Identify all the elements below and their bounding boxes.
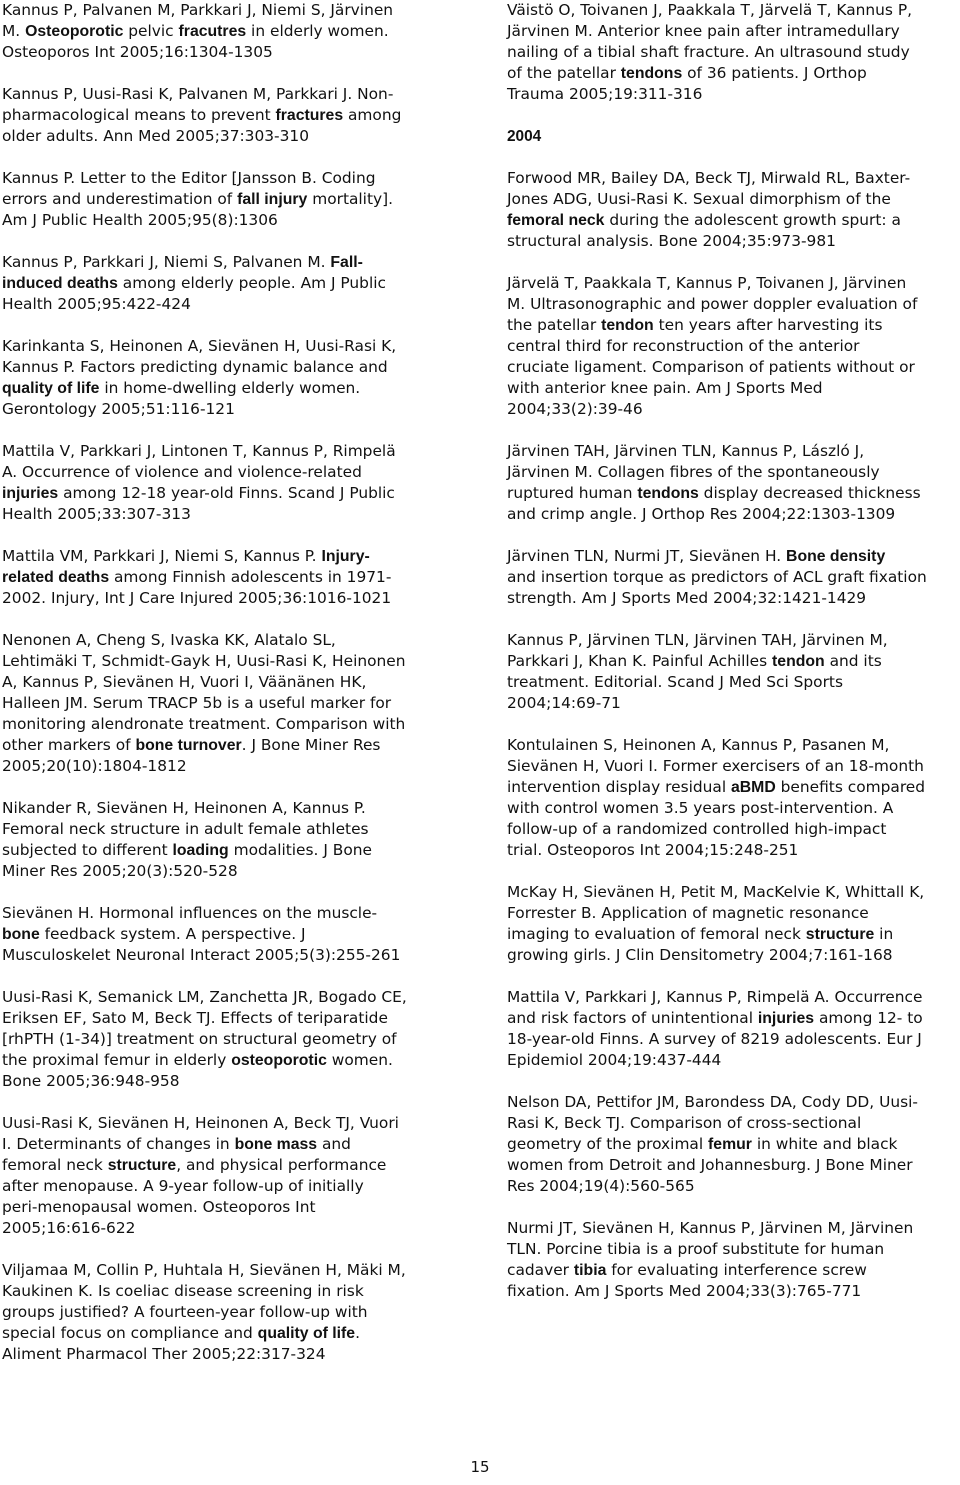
reference-text: Mattila V, Parkkari J, Lintonen T, Kannus P, Rimpelä A. Occurrence of violence and violence-related	[2, 442, 396, 481]
reference-text: McKay H, Sievänen H, Petit M, MacKelvie K, Whittall K, Forrester B. Application of magnetic resonance imaging to evaluation of femoral neck	[507, 883, 925, 943]
keyword-highlight: tendons	[620, 65, 683, 82]
reference-text: Nikander R, Sievänen H, Heinonen A, Kannus P. Femoral neck structure in adult female athletes subjected to different	[2, 799, 369, 859]
keyword-highlight: injuries	[2, 485, 59, 502]
reference-text: Karinkanta S, Heinonen A, Sievänen H, Uusi-Rasi K, Kannus P. Factors predicting dynamic balance and	[2, 337, 397, 376]
reference-text: and insertion torque as predictors of ACL graft fixation strength. Am J Sports Med 2004;32:1421-1429	[507, 568, 927, 607]
reference-text: Sievänen H. Hormonal influences on the muscle-	[2, 904, 378, 922]
reference-entry	[507, 882, 957, 966]
reference-text: among elderly people. Am J Public Health 2005;95:422-424	[2, 274, 386, 313]
reference-entry	[2, 798, 442, 882]
reference-text: ten years after harvesting its central third for reconstruction of the anterior cruciate ligament. Comparison of patients without or with anterior knee pain. Am J Sports Med 2004;33(2):39-46	[507, 316, 915, 418]
keyword-highlight: Fall- induced deaths	[2, 254, 363, 292]
reference-entry	[507, 546, 957, 609]
reference-text: women. Bone 2005;36:948-958	[2, 1051, 393, 1090]
reference-entry	[507, 441, 957, 525]
reference-text: Viljamaa M, Collin P, Huhtala H, Sievänen H, Mäki M, Kaukinen K. Is coeliac disease screening in risk groups justified? A fourteen-year follow-up with special focus on compliance and	[2, 1261, 406, 1342]
reference-text: Kannus P, Järvinen TLN, Järvinen TAH, Järvinen M, Parkkari J, Khan K. Painful Achilles	[507, 631, 888, 670]
reference-entry	[507, 0, 957, 105]
reference-text: in growing girls. J Clin Densitometry 2004;7:161-168	[507, 925, 894, 964]
reference-text: in white and black women from Detroit and Johannesburg. J Bone Miner Res 2004;19(4):560-565	[507, 1135, 913, 1195]
reference-entry	[2, 1260, 442, 1365]
reference-entry	[2, 168, 442, 231]
reference-entry	[507, 987, 957, 1071]
reference-text: modalities. J Bone Miner Res 2005;20(3):520-528	[2, 841, 372, 880]
keyword-highlight: Bone density	[786, 548, 886, 565]
reference-entry	[2, 987, 442, 1092]
reference-text: Forwood MR, Bailey DA, Beck TJ, Mirwald RL, Baxter- Jones ADG, Uusi-Rasi K. Sexual dimorphism of the	[507, 169, 911, 208]
reference-text: Järvinen TLN, Nurmi JT, Sievänen H.	[507, 547, 787, 565]
reference-text: Kannus P, Palvanen M, Parkkari J, Niemi S, Järvinen M.	[2, 1, 394, 40]
reference-entry	[507, 273, 957, 420]
right-column-top-refs	[507, 0, 957, 105]
keyword-highlight: tendon	[601, 317, 654, 334]
year-heading-2004: 2004	[507, 128, 542, 145]
reference-text: Kontulainen S, Heinonen A, Kannus P, Pasanen M, Sievänen H, Vuori I. Former exercisers of an 18-month intervention display residual	[507, 736, 924, 796]
right-column-bottom-refs	[507, 168, 957, 1302]
reference-text: among 12-18 year-old Finns. Scand J Public Health 2005;33:307-313	[2, 484, 395, 523]
reference-text: Kannus P, Parkkari J, Niemi S, Palvanen M.	[2, 253, 331, 271]
reference-text: feedback system. A perspective. J Musculoskelet Neuronal Interact 2005;5(3):255-261	[2, 925, 401, 964]
reference-text: Mattila VM, Parkkari J, Niemi S, Kannus P.	[2, 547, 322, 565]
keyword-highlight: tendons	[637, 485, 699, 502]
reference-text: for evaluating interference screw fixation. Am J Sports Med 2004;33(3):765-771	[507, 1261, 867, 1300]
reference-entry	[2, 84, 442, 147]
reference-entry	[507, 735, 957, 861]
keyword-highlight: structure	[805, 926, 875, 943]
reference-entry	[2, 0, 442, 63]
page-number: 15	[470, 1458, 490, 1476]
reference-text: among older adults. Ann Med 2005;37:303-310	[2, 106, 402, 145]
keyword-highlight: bone	[2, 926, 40, 943]
reference-text: Uusi-Rasi K, Sievänen H, Heinonen A, Beck TJ, Vuori I. Determinants of changes in	[2, 1114, 399, 1153]
keyword-highlight: Osteoporotic	[25, 23, 124, 40]
reference-text: pelvic	[123, 22, 179, 40]
keyword-highlight: bone mass	[234, 1136, 318, 1153]
reference-text: among 12- to 18-year-old Finns. A survey of 8219 adolescents. Eur J Epidemiol 2004;19:437-444	[507, 1009, 923, 1069]
reference-text: Uusi-Rasi K, Semanick LM, Zanchetta JR, Bogado CE, Eriksen EF, Sato M, Beck TJ. Effects of teriparatide [rhPTH (1-34)] treatment on structural geometry of the proximal femur in elderly	[2, 988, 407, 1069]
reference-text: Nenonen A, Cheng S, Ivaska KK, Alatalo SL, Lehtimäki T, Schmidt-Gayk H, Uusi-Rasi K, Heinonen A, Kannus P, Sievänen H, Vuori I, Väänänen HK, Halleen JM. Serum TRACP 5b is a useful marker for monitoring alendronate treatment. Comparison with other markers of	[2, 631, 406, 754]
reference-text: and its treatment. Editorial. Scand J Med Sci Sports 2004;14:69-71	[507, 652, 882, 712]
keyword-highlight: fall injury	[237, 191, 308, 208]
reference-text: Kannus P. Letter to the Editor [Jansson B. Coding errors and underestimation of	[2, 169, 376, 208]
reference-text: . Aliment Pharmacol Ther 2005;22:317-324	[2, 1324, 360, 1363]
keyword-highlight: Injury- related deaths	[2, 548, 370, 586]
reference-text: and femoral neck	[2, 1135, 351, 1174]
keyword-highlight: aBMD	[730, 779, 776, 796]
keyword-highlight: osteoporotic	[231, 1052, 327, 1069]
reference-text: benefits compared with control women 3.5 years post-intervention. A follow-up of a randomized controlled high-impact trial. Osteoporos Int 2004;15:248-251	[507, 778, 926, 859]
keyword-highlight: femoral neck	[507, 212, 605, 229]
keyword-highlight: quality of life	[2, 380, 100, 397]
keyword-highlight: loading	[172, 842, 229, 859]
keyword-highlight: injuries	[757, 1010, 815, 1027]
keyword-highlight: fractures	[275, 107, 344, 124]
reference-entry	[2, 336, 442, 420]
reference-entry	[2, 546, 442, 609]
reference-text: among Finnish adolescents in 1971- 2002. Injury, Int J Care Injured 2005;36:1016-1021	[2, 568, 392, 607]
reference-text: display decreased thickness and crimp angle. J Orthop Res 2004;22:1303-1309	[507, 484, 921, 523]
reference-text: Mattila V, Parkkari J, Kannus P, Rimpelä A. Occurrence and risk factors of unintentional	[507, 988, 923, 1027]
keyword-highlight: tendon	[772, 653, 825, 670]
reference-entry	[507, 1218, 957, 1302]
left-column	[2, 0, 442, 1386]
keyword-highlight: structure	[107, 1157, 177, 1174]
reference-entry	[2, 252, 442, 315]
reference-entry	[2, 903, 442, 966]
reference-text: mortality]. Am J Public Health 2005;95(8):1306	[2, 190, 393, 229]
reference-entry	[2, 441, 442, 525]
reference-text: . J Bone Miner Res 2005;20(10):1804-1812	[2, 736, 381, 775]
reference-text: Nelson DA, Pettifor JM, Barondess DA, Cody DD, Uusi- Rasi K, Beck TJ. Comparison of cross-sectional geometry of the proximal	[507, 1093, 918, 1153]
reference-text: Kannus P, Uusi-Rasi K, Palvanen M, Parkkari J. Non- pharmacological means to prevent	[2, 85, 394, 124]
reference-text: Väistö O, Toivanen J, Paakkala T, Järvelä T, Kannus P, Järvinen M. Anterior knee pain after intramedullary nailing of a tibial shaft fracture. An ultrasound study of the patellar	[507, 1, 912, 82]
reference-entry	[507, 630, 957, 714]
reference-text: , and physical performance after menopause. A 9-year follow-up of initially peri-menopausal women. Osteoporos Int 2005;16:616-622	[2, 1156, 387, 1237]
reference-entry	[507, 1092, 957, 1197]
keyword-highlight: tibia	[573, 1262, 607, 1279]
reference-text: during the adolescent growth spurt: a structural analysis. Bone 2004;35:973-981	[507, 211, 901, 250]
keyword-highlight: bone turnover	[135, 737, 242, 754]
keyword-highlight: femur	[708, 1136, 752, 1153]
reference-entry	[507, 168, 957, 252]
keyword-highlight: quality of life	[257, 1325, 356, 1342]
reference-text: of 36 patients. J Orthop Trauma 2005;19:311-316	[507, 64, 867, 103]
reference-entry	[2, 630, 442, 777]
keyword-highlight: fracutres	[178, 23, 247, 40]
reference-text: Järvinen TAH, Järvinen TLN, Kannus P, László J, Järvinen M. Collagen fibres of the spontaneously ruptured human	[507, 442, 880, 502]
reference-text: Järvelä T, Paakkala T, Kannus P, Toivanen J, Järvinen M. Ultrasonographic and power doppler evaluation of the patellar	[507, 274, 918, 334]
reference-text: in elderly women. Osteoporos Int 2005;16:1304-1305	[2, 22, 389, 61]
reference-text: Nurmi JT, Sievänen H, Kannus P, Järvinen M, Järvinen TLN. Porcine tibia is a proof substitute for human cadaver	[507, 1219, 914, 1279]
reference-entry	[2, 1113, 442, 1239]
reference-text: in home-dwelling elderly women. Gerontology 2005;51:116-121	[2, 379, 361, 418]
right-column	[507, 0, 957, 1323]
